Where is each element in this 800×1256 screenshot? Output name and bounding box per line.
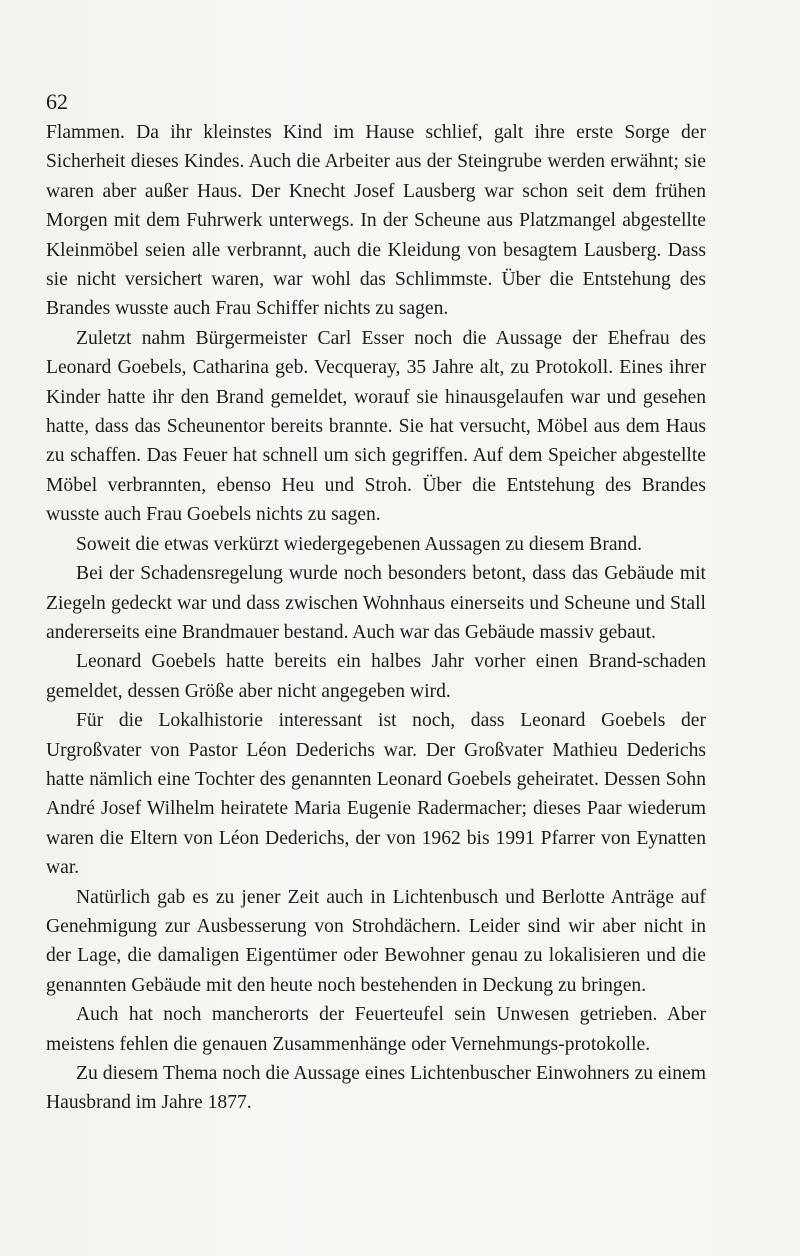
paragraph-1: Flammen. Da ihr kleinstes Kind im Hause schlief, galt ihre erste Sorge der Sicherheit dieses Kindes. Auch die Arbeiter aus der Steingrube werden erwähnt; sie waren aber außer Haus. Der Knecht Josef Lausberg war schon seit dem frühen Morgen mit dem Fuhrwerk unterwegs. In der Scheune aus Platzmangel abgestellte Kleinmöbel seien alle verbrannt, auch die Kleidung von besagtem Lausberg. Dass sie nicht versichert waren, war wohl das Schlimmste. Über die Entstehung des Brandes wusste auch Frau Schiffer nichts zu sagen. [46,122,706,320]
body-text [46,118,706,1118]
paragraph-5: Leonard Goebels hatte bereits ein halbes Jahr vorher einen Brand-schaden gemeldet, dessen Größe aber nicht angegeben wird. [46,651,706,702]
page-number: 62 [46,89,68,114]
paragraph-7: Natürlich gab es zu jener Zeit auch in Lichtenbusch und Berlotte Anträge auf Genehmigung zur Ausbesserung von Strohdächern. Leider sind wir aber nicht in der Lage, die damaligen Eigentümer oder Bewohner genau zu lokalisieren und die genannten Gebäude mit den heute noch bestehenden in Deckung zu bringen. [46,886,706,996]
paragraph-8: Auch hat noch mancherorts der Feuerteufel sein Unwesen getrieben. Aber meistens fehlen die genauen Zusammenhänge oder Vernehmungs-protokolle. [46,1004,706,1055]
paragraph-2: Zuletzt nahm Bürgermeister Carl Esser noch die Aussage der Ehefrau des Leonard Goebels, Catharina geb. Vecqueray, 35 Jahre alt, zu Protokoll. Eines ihrer Kinder hatte ihr den Brand gemeldet, worauf sie hinausgelaufen war und gesehen hatte, dass das Scheunentor bereits brannte. Sie hat versucht, Möbel aus dem Haus zu schaffen. Das Feuer hat schnell um sich gegriffen. Auf dem Speicher abgestellte Möbel verbrannten, ebenso Heu und Stroh. Über die Entstehung des Brandes wusste auch Frau Goebels nichts zu sagen. [46,327,706,526]
paragraph-4: Bei der Schadensregelung wurde noch besonders betont, dass das Gebäude mit Ziegeln gedeckt war und dass zwischen Wohnhaus einerseits und Scheune und Stall andererseits eine Brandmauer bestand. Auch war das Gebäude massiv gebaut. [46,563,706,643]
paragraph-3: Soweit die etwas verkürzt wiedergegebenen Aussagen zu diesem Brand. [76,533,643,555]
paragraph-6: Für die Lokalhistorie interessant ist noch, dass Leonard Goebels der Urgroßvater von Pastor Léon Dederichs war. Der Großvater Mathieu Dederichs hatte nämlich eine Tochter des genannten Leonard Goebels geheiratet. Dessen Sohn André Josef Wilhelm heiratete Maria Eugenie Radermacher; dieses Paar wiederum waren die Eltern von Léon Dederichs, der von 1962 bis 1991 Pfarrer von Eynatten war. [46,710,706,879]
paragraph-9: Zu diesem Thema noch die Aussage eines Lichtenbuscher Einwohners zu einem Hausbrand im Jahre 1877. [46,1063,706,1114]
